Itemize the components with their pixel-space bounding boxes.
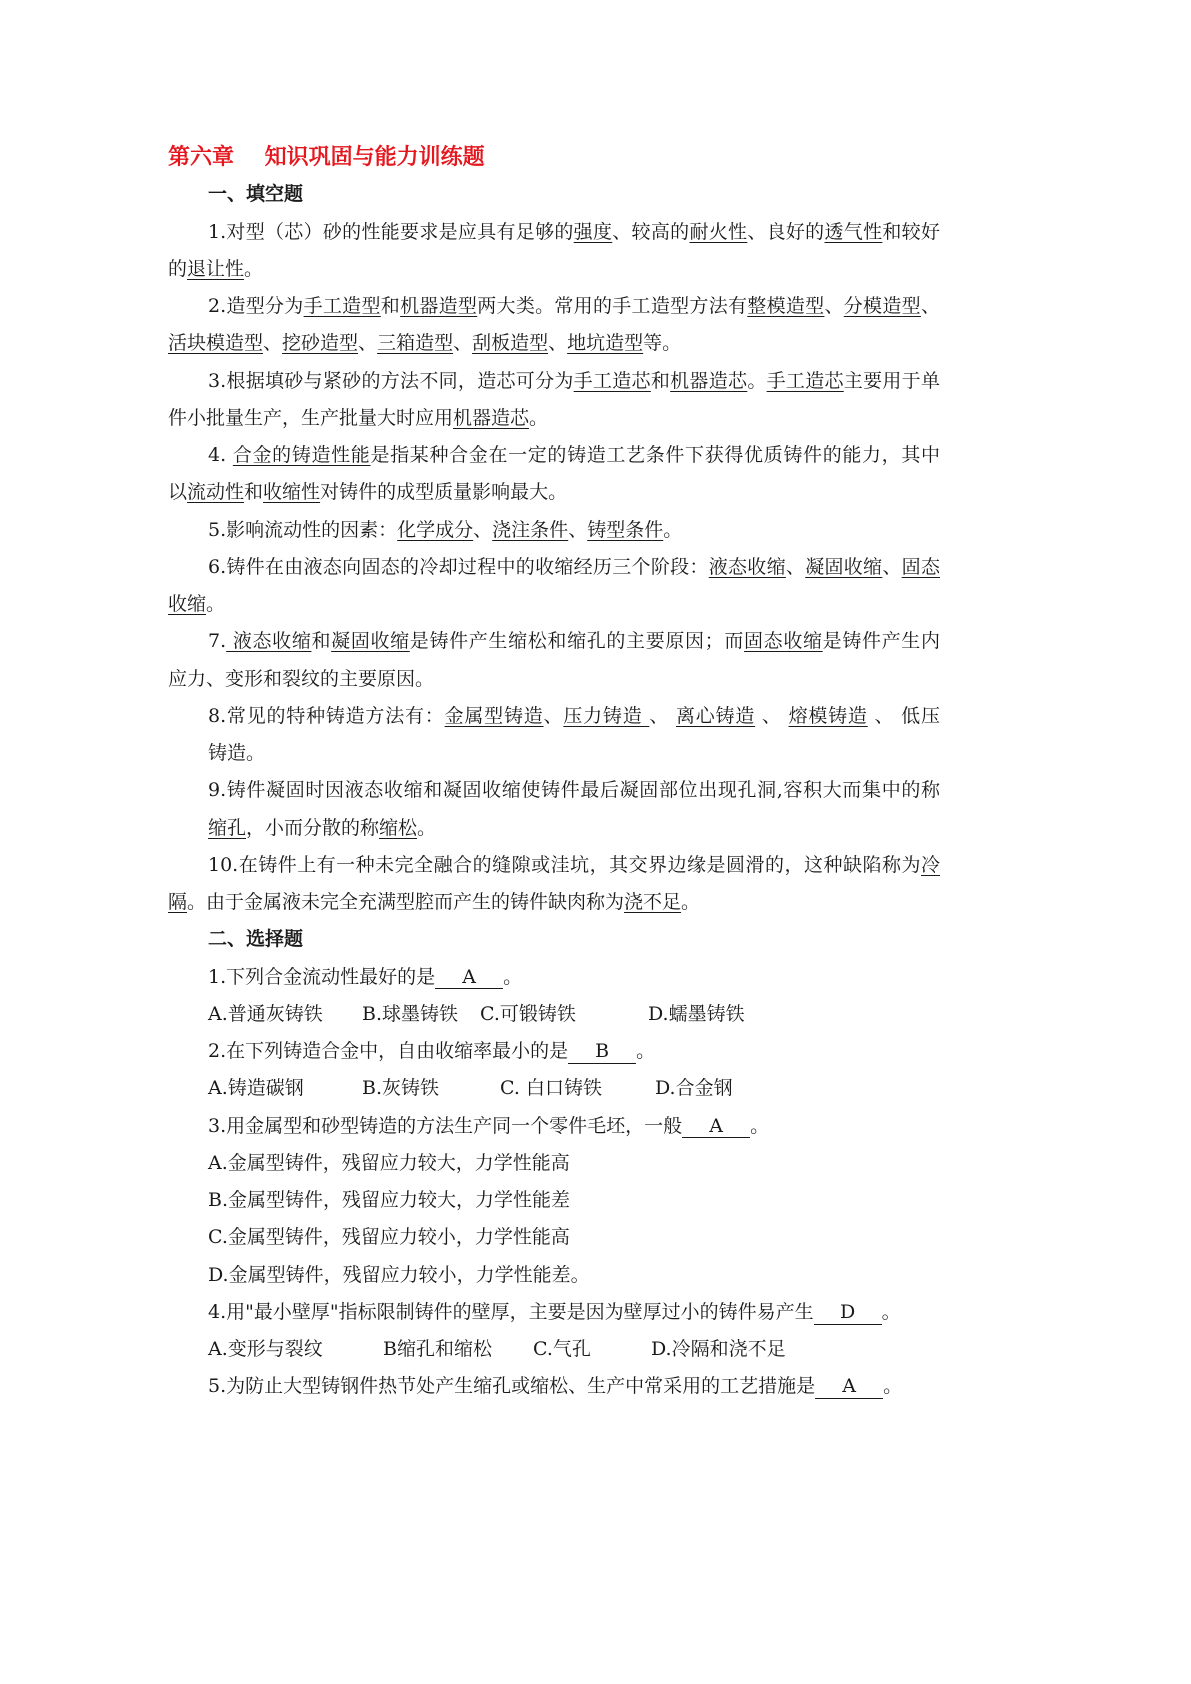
underlined-answer: 隔 [168, 891, 188, 913]
fill-question-2 [168, 288, 940, 363]
underlined-answer: 耐火性 [689, 220, 748, 243]
text-segment: 。 [663, 518, 683, 541]
underlined-answer: 退让性 [187, 257, 245, 280]
underlined-answer: 固态收缩 [744, 630, 823, 653]
text-segment: 9.铸件凝固时因液态收缩和凝固收缩使铸件最后凝固部位出现孔洞,容积大而集中的称 [208, 779, 940, 802]
underlined-answer: 凝固收缩 [805, 555, 883, 578]
option-a: A.变形与裂纹 [208, 1338, 323, 1360]
underlined-answer: 浇不足 [624, 891, 682, 913]
text-segment: 。 [417, 816, 437, 839]
text-segment: 。 [529, 406, 549, 429]
text-segment: 是铸件产生内 [822, 630, 940, 653]
question-line [168, 214, 940, 251]
question-line [168, 288, 940, 325]
text-segment: 8.常见的特种铸造方法有： [208, 704, 445, 727]
underlined-answer: 流动性 [187, 481, 245, 504]
fill-question-5 [168, 512, 940, 549]
text-segment: 、 [473, 518, 493, 541]
text-segment: 、 [453, 332, 473, 355]
underlined-answer: 透气性 [824, 220, 883, 243]
text-segment: 。 [883, 1375, 903, 1398]
question-line [168, 623, 940, 660]
underlined-answer: 手工造型 [303, 295, 381, 317]
text-segment: 。 [881, 1300, 901, 1323]
text-segment: 、较高的 [612, 220, 690, 243]
underlined-answer: 手工造芯 [573, 369, 651, 392]
underlined-answer: 压力铸造 [563, 704, 650, 727]
option-c: C.可锻铸铁 [480, 1002, 576, 1025]
text-segment: ，小而分散的称 [246, 816, 380, 839]
underlined-answer: 收缩性 [263, 481, 321, 504]
text-segment: 是铸件产生缩松和缩孔的主要原因；而 [409, 630, 745, 653]
text-segment: 。由于金属液未完全充满型腔而产生的铸件缺肉称为 [187, 891, 625, 913]
question-line [168, 251, 940, 288]
underlined-answer: 挖砂造型 [282, 332, 359, 355]
options-row [168, 1331, 940, 1368]
underlined-answer: 手工造芯 [766, 369, 844, 392]
option-d: D.冷隔和浇不足 [651, 1338, 786, 1360]
text-segment: 1.对型（芯）砂的性能要求是应具有足够的 [208, 220, 574, 243]
text-segment: 6.铸件在由液态向固态的冷却过程中的收缩经历三个阶段： [208, 555, 709, 578]
question-line [168, 437, 940, 474]
text-segment: 和较好 [882, 220, 940, 243]
text-segment: 、 [920, 295, 940, 317]
document-body [168, 139, 940, 1406]
fill-in-section [168, 176, 940, 921]
question-line [168, 512, 940, 549]
text-segment: 4. [208, 444, 233, 466]
option-b: B.灰铸铁 [362, 1077, 440, 1100]
text-segment: 。 [206, 593, 226, 615]
option-a: A.金属型铸件，残留应力较大，力学性能高 [208, 1151, 570, 1174]
text-segment: 。 [244, 257, 264, 280]
question-line [168, 325, 940, 362]
text-segment: 、 [649, 704, 676, 727]
text-segment: 。 [750, 1114, 770, 1137]
question-line [168, 847, 940, 884]
text-segment: 3.用金属型和砂型铸造的方法生产同一个零件毛坯，一般 [208, 1114, 683, 1137]
fill-question-3 [168, 363, 940, 438]
options-row [168, 1070, 940, 1107]
question-line [168, 1033, 940, 1070]
question-line [168, 661, 940, 698]
choice-question-5 [168, 1368, 940, 1405]
underlined-answer: 液态收缩 [708, 555, 786, 578]
option-d: D.金属型铸件，残留应力较小，力学性能差。 [208, 1263, 590, 1286]
underlined-answer: 收缩 [168, 593, 207, 615]
underlined-answer: 熔模铸造 [788, 704, 868, 727]
text-segment: 主要用于单 [843, 369, 940, 392]
text-segment: 、 低压 [867, 704, 940, 727]
text-segment: 和 [380, 295, 401, 317]
underlined-answer: 分模造型 [843, 295, 921, 317]
text-segment: 、 [755, 704, 789, 727]
underlined-answer: 三箱造型 [377, 332, 454, 355]
underlined-answer: 机器造芯 [670, 369, 748, 392]
question-line [168, 735, 940, 772]
option-b: B.球墨铸铁 [362, 1002, 459, 1025]
underlined-answer: 浇注条件 [492, 518, 569, 541]
text-segment: 和 [650, 369, 671, 392]
text-segment: 以 [168, 481, 188, 504]
option-c: C.金属型铸件，残留应力较小，力学性能高 [208, 1226, 570, 1249]
underlined-answer: 固态 [901, 555, 940, 578]
text-segment: 、 [358, 332, 378, 355]
question-line [168, 474, 940, 511]
text-segment: 、 [882, 555, 902, 578]
choice-question-3 [168, 1108, 940, 1294]
underlined-answer: 缩孔 [208, 816, 247, 839]
text-segment: 。 [636, 1040, 656, 1062]
fill-question-10 [168, 847, 940, 922]
text-segment: 4.用"最小壁厚"指标限制铸件的壁厚，主要是因为壁厚过小的铸件易产生 [208, 1300, 814, 1323]
underlined-answer: 离心铸造 [675, 704, 756, 727]
text-segment: 、 [548, 332, 568, 355]
text-segment: 2.造型分为 [208, 295, 304, 317]
underlined-answer: 冷 [920, 853, 940, 876]
underlined-answer: 强度 [573, 220, 613, 243]
underlined-answer: 活块模造型 [168, 332, 264, 355]
question-line [168, 1368, 940, 1405]
text-segment: 对铸件的成型质量影响最大。 [320, 481, 568, 504]
text-segment: 、 [568, 518, 588, 541]
section-heading: 一、填空题 [208, 183, 304, 206]
underlined-answer: 液态收缩 [226, 630, 312, 653]
text-segment: 5.影响流动性的因素： [208, 518, 398, 541]
question-line [168, 400, 940, 437]
fill-question-7 [168, 623, 940, 698]
text-segment: 1.下列合金流动性最好的是 [208, 965, 436, 988]
question-line [168, 1108, 940, 1145]
option-b: B缩孔和缩松 [383, 1338, 492, 1360]
underlined-answer: 金属型铸造 [444, 704, 544, 727]
question-line [168, 363, 940, 400]
underlined-answer: 化学成分 [397, 518, 474, 541]
section-heading: 二、选择题 [208, 928, 304, 951]
option-d: D.蠕墨铸铁 [648, 1002, 745, 1025]
question-line [168, 810, 940, 847]
fill-question-4 [168, 437, 940, 512]
option-d: D.合金钢 [655, 1077, 733, 1100]
text-segment: 等。 [643, 332, 682, 355]
question-line [168, 1294, 940, 1331]
text-segment: 、 [785, 555, 806, 578]
text-segment: 两大类。常用的手工造型方法有 [477, 295, 748, 317]
text-segment: 是指某种合金在一定的铸造工艺条件下获得优质铸件的能力，其中 [370, 444, 940, 466]
choice-question-2 [168, 1033, 940, 1108]
answer-blank: A [435, 967, 503, 990]
underlined-answer: 凝固收缩 [331, 630, 410, 653]
options-row [168, 996, 940, 1033]
underlined-answer: 缩松 [379, 816, 418, 839]
text-segment: 10.在铸件上有一种未完全融合的缝隙或洼坑，其交界边缘是圆滑的，这种缺陷称为 [208, 853, 921, 876]
text-segment: 2.在下列铸造合金中，自由收缩率最小的是 [208, 1040, 569, 1062]
fill-question-1 [168, 214, 940, 289]
text-segment: 。 [503, 965, 523, 988]
text-segment: 件小批量生产，生产批量大时应用 [168, 406, 454, 429]
text-segment: 3.根据填砂与紧砂的方法不同，造芯可分为 [208, 369, 574, 392]
underlined-answer: 机器造型 [400, 295, 478, 317]
underlined-answer: 地坑造型 [567, 332, 644, 355]
text-segment: 。 [681, 891, 701, 913]
question-line [168, 959, 940, 996]
question-line [168, 884, 940, 921]
option-a: A.普通灰铸铁 [208, 1002, 323, 1025]
text-segment: 、良好的 [747, 220, 825, 243]
answer-blank: A [815, 1376, 883, 1399]
option-a: A.铸造碳钢 [208, 1077, 304, 1100]
text-segment: 铸造。 [208, 742, 266, 764]
option-c: C.气孔 [533, 1338, 591, 1360]
choice-question-4 [168, 1294, 940, 1369]
fill-question-9 [168, 772, 940, 847]
fill-question-6 [168, 549, 940, 624]
text-segment: 、 [824, 295, 844, 317]
text-segment: 5.为防止大型铸钢件热节处产生缩孔或缩松、生产中常采用的工艺措施是 [208, 1375, 816, 1398]
text-segment: 的 [168, 257, 188, 280]
underlined-answer: 铸型条件 [587, 518, 664, 541]
question-line [168, 549, 940, 586]
text-segment: 。 [747, 369, 767, 392]
answer-blank: A [682, 1116, 750, 1139]
question-line [168, 772, 940, 809]
text-segment: 和 [244, 481, 264, 504]
multiple-choice-section [168, 921, 940, 1405]
answer-blank: D [814, 1302, 882, 1325]
question-line [168, 586, 940, 623]
fill-question-8 [168, 698, 940, 773]
underlined-answer: 合金的铸造性能 [232, 444, 371, 466]
answer-blank: B [568, 1041, 636, 1064]
underlined-answer: 机器造芯 [453, 406, 530, 429]
chapter-title: 第六章 知识巩固与能力训练题 [168, 144, 485, 170]
text-segment: 、 [263, 332, 283, 355]
choice-question-1 [168, 959, 940, 1034]
underlined-answer: 整模造型 [747, 295, 825, 317]
option-c: C. 白口铸铁 [500, 1077, 602, 1100]
option-b: B.金属型铸件，残留应力较大，力学性能差 [208, 1189, 571, 1211]
text-segment: 、 [543, 704, 564, 727]
underlined-answer: 刮板造型 [472, 332, 549, 355]
text-segment: 7. [208, 630, 227, 653]
text-segment: 和 [311, 630, 332, 653]
question-line [168, 698, 940, 735]
text-segment: 应力、变形和裂纹的主要原因。 [168, 667, 435, 690]
